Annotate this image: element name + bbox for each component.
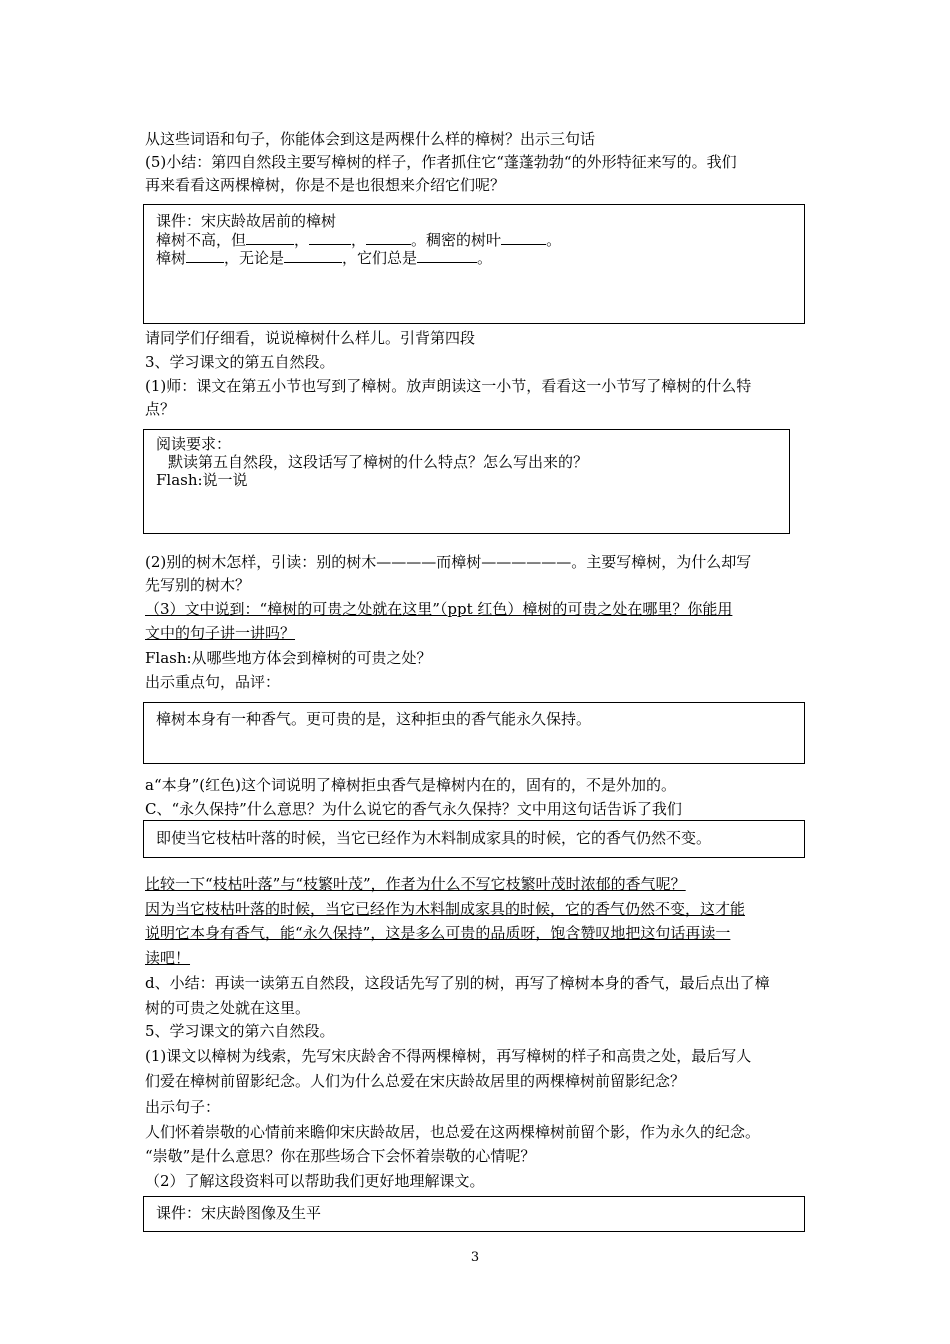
paragraph-line: d、小结：再读一读第五自然段，这段话先写了别的树，再写了樟树本身的香气，最后点出了樟 [145,974,770,992]
courseware-box-camphor-tree [143,204,805,324]
blank-line [309,230,351,245]
blank-line [186,248,224,263]
paragraph-line: a“本身”(红色)这个词说明了樟树拒虫香气是樟树内在的，固有的，不是外加的。 [145,776,676,794]
blank-line [501,230,546,245]
paragraph-line: 比较一下“枝枯叶落”与“枝繁叶茂”，作者为什么不写它枝繁叶茂时浓郁的香气呢？ [145,875,686,893]
box-title: 课件：宋庆龄故居前的樟树 [156,212,337,230]
courseware-box-biography [143,1196,805,1232]
box-text: 即使当它枝枯叶落的时候，当它已经作为木料制成家具的时候，它的香气仍然不变。 [156,829,712,847]
blank-line [366,230,411,245]
paragraph-line: 5、学习课文的第六自然段。 [145,1022,335,1040]
paragraph-line: (1)课文以樟树为线索，先写宋庆龄舍不得两棵樟树，再写樟树的样子和高贵之处，最后写人 [145,1047,752,1065]
fill-in-blank-row: 樟树 ，无论是 ，它们总是 。 [156,249,493,267]
paragraph-line: （3）文中说到：“樟树的可贵之处就在这里”（ppt 红色）樟树的可贵之处在哪里？你能用 [145,600,733,618]
box-title: 阅读要求： [156,435,232,453]
fill-in-blank-row: 樟树不高，但 ， ， 。稠密的树叶 。 [156,231,562,249]
paragraph-line: 再来看看这两棵樟树，你是不是也很想来介绍它们呢？ [145,176,506,194]
blank-line [417,248,477,263]
blank-line [246,230,294,245]
paragraph-line: (5)小结：第四自然段主要写樟树的样子，作者抓住它“蓬蓬勃勃“的外形特征来写的。我们 [145,153,737,171]
paragraph-line: 读吧！ [145,949,191,967]
box-text: 课件：宋庆龄图像及生平 [156,1204,322,1222]
page-number: 3 [470,1250,480,1265]
key-sentence-box [143,702,805,764]
paragraph-line: 出示重点句，品评： [145,673,281,691]
paragraph-line: 从这些词语和句子，你能体会到这是两棵什么样的樟树？出示三句话 [145,130,596,148]
paragraph-line: 们爱在樟树前留影纪念。人们为什么总爱在宋庆龄故居里的两棵樟树前留影纪念？ [145,1072,686,1090]
paragraph-line: 说明它本身有香气，能“永久保持”，这是多么可贵的品质呀，饱含赞叹地把这句话再读一 [145,924,731,942]
paragraph-line: (1)师：课文在第五小节也写到了樟树。放声朗读这一小节，看看这一小节写了樟树的什么特 [145,377,752,395]
reading-requirement-box [143,429,790,534]
paragraph-line: （2）了解这段资料可以帮助我们更好地理解课文。 [145,1172,485,1190]
paragraph-line: 点？ [145,400,176,418]
paragraph-line: 请同学们仔细看，说说樟树什么样儿。引背第四段 [145,329,476,347]
paragraph-line: (2)别的树木怎样，引读：别的树木————而樟树——————。主要写樟树，为什么却写 [145,553,752,571]
paragraph-line: 文中的句子讲一讲吗？ [145,624,296,642]
box-text: 默读第五自然段，这段话写了樟树的什么特点？怎么写出来的？ [168,453,589,471]
paragraph-line: 人们怀着崇敬的心情前来瞻仰宋庆龄故居，也总爱在这两棵樟树前留个影，作为永久的纪念。 [145,1123,761,1141]
box-text: 樟树本身有一种香气。更可贵的是，这种拒虫的香气能永久保持。 [156,710,592,728]
paragraph-line: C、“永久保持”什么意思？为什么说它的香气永久保持？文中用这句话告诉了我们 [145,800,682,818]
paragraph-line: 出示句子： [145,1098,221,1116]
paragraph-line: 树的可贵之处就在这里。 [145,999,311,1017]
paragraph-line: Flash:从哪些地方体会到樟树的可贵之处？ [145,649,432,667]
paragraph-line: 因为当它枝枯叶落的时候，当它已经作为木料制成家具的时候，它的香气仍然不变，这才能 [145,900,746,918]
blank-line [284,248,342,263]
paragraph-line: “崇敬”是什么意思？你在那些场合下会怀着崇敬的心情呢？ [145,1147,536,1165]
paragraph-line: 3、学习课文的第五自然段。 [145,353,335,371]
paragraph-line: 先写别的树木？ [145,576,251,594]
quote-box [143,820,805,858]
box-text: Flash:说一说 [156,471,248,489]
